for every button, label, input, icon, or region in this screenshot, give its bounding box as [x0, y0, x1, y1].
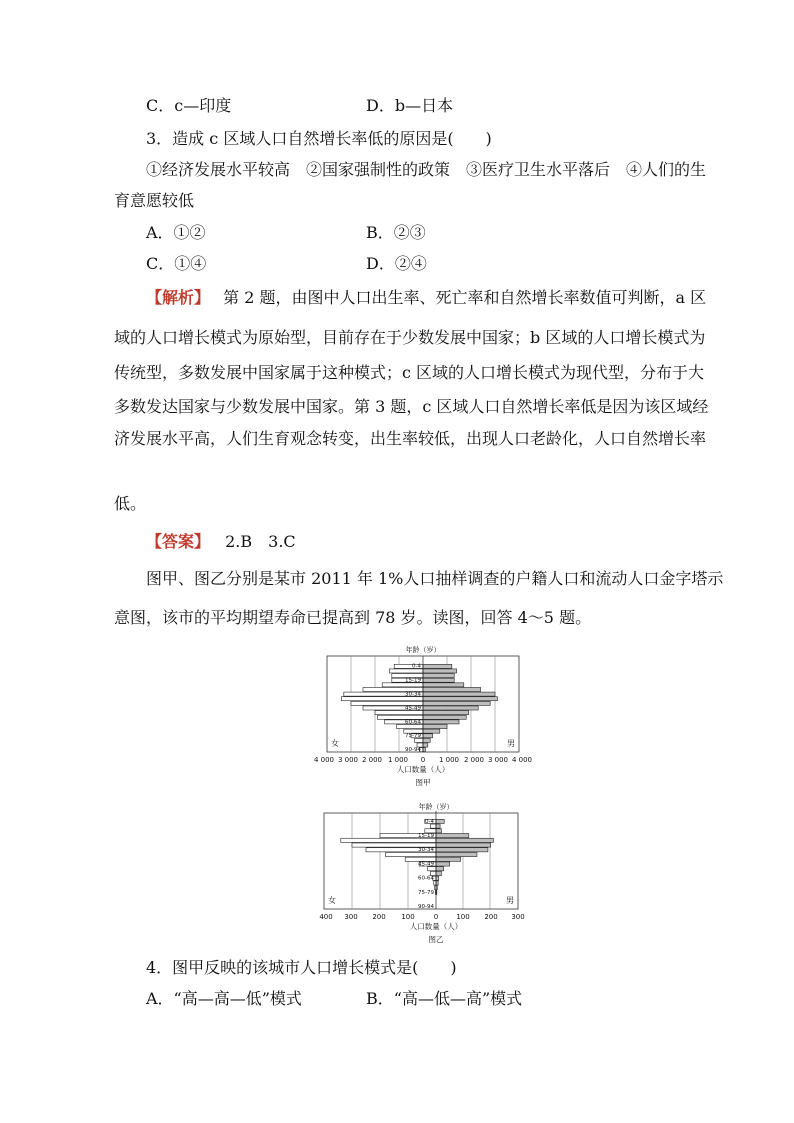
answer-text: 2.B 3.C	[225, 532, 296, 551]
male-bar	[423, 701, 490, 705]
option-b: B．②③	[366, 223, 426, 242]
intro-text: 图甲、图乙分别是某市 2011 年 1%人口抽样调查的户籍人口和流动人口金字塔示	[146, 569, 724, 588]
age-tick-label: 30-34	[418, 847, 434, 854]
male-bar	[423, 734, 433, 738]
male-bar	[436, 824, 440, 828]
male-bar	[423, 748, 425, 752]
answer-line	[146, 531, 296, 553]
male-bar	[423, 706, 478, 710]
male-bar	[436, 838, 493, 842]
analysis-text: 传统型，多数发展中国家属于这种模式；c 区域的人口增长模式为现代型，分布于大	[114, 363, 705, 382]
y-axis-title: 年龄（岁）	[405, 646, 441, 654]
male-bar	[423, 692, 495, 696]
option-a: A．①②	[146, 223, 206, 242]
x-tick-label: 0	[420, 756, 426, 764]
male-bar	[423, 715, 466, 719]
x-tick-label: 300	[344, 913, 358, 921]
x-tick-label: 200	[484, 913, 498, 921]
question-3-stem: 3．造成 c 区域人口自然增长率低的原因是( )	[146, 129, 492, 148]
age-tick-label: 15-19	[418, 833, 434, 839]
chart-caption: 图乙	[428, 935, 444, 944]
analysis-text: 第 2 题，由图中人口出生率、死亡率和自然增长率数值可判断，a 区	[223, 288, 707, 307]
x-tick-label: 400	[319, 913, 333, 921]
age-tick-label: 90-94	[405, 747, 421, 754]
male-bar	[423, 725, 447, 729]
analysis-tag: 【解析】	[146, 288, 211, 307]
male-bar	[436, 829, 441, 833]
male-bar	[423, 738, 430, 742]
x-tick-label: 300	[511, 913, 525, 921]
male-bar	[436, 857, 461, 861]
male-bar	[436, 834, 469, 838]
x-tick-label: 2 000	[361, 756, 383, 764]
male-bar	[436, 852, 477, 856]
male-bar	[436, 871, 441, 875]
answer-tag: 【答案】	[146, 532, 211, 551]
x-tick-label: 1 000	[387, 756, 409, 764]
age-tick-label: 30-34	[405, 691, 421, 698]
analysis-text: 低。	[114, 494, 147, 513]
option-d: D．b—日本	[366, 96, 454, 115]
male-bar	[423, 743, 428, 747]
population-pyramid-jia	[310, 640, 540, 800]
age-tick-label: 60-64	[405, 719, 421, 726]
x-tick-label: 1 000	[438, 756, 460, 764]
male-bar	[423, 711, 469, 715]
population-pyramid-yi	[316, 797, 532, 952]
male-label: 男	[507, 739, 515, 748]
x-axis-title: 人口数量（人）	[396, 765, 450, 774]
x-tick-label: 4 000	[511, 756, 533, 764]
x-tick-label: 3 000	[487, 756, 509, 764]
y-axis-title: 年龄（岁）	[418, 803, 454, 811]
question-3-items: ①经济发展水平较高 ②国家强制性的政策 ③医疗卫生水平落后 ④人们的生	[146, 160, 707, 179]
age-tick-label: 15-19	[405, 677, 421, 684]
male-bar	[423, 687, 481, 691]
male-bar	[436, 867, 444, 871]
x-tick-label: 200	[372, 913, 386, 921]
male-bar	[423, 669, 457, 673]
chart-caption: 图甲	[415, 778, 431, 787]
female-label: 女	[328, 896, 336, 905]
age-tick-label: 0-4	[412, 663, 421, 670]
analysis-text: 多数发达国家与少数发展中国家。第 3 题，c 区域人口自然增长率低是因为该区域经	[114, 397, 709, 416]
age-tick-label: 0-4	[425, 818, 434, 825]
male-bar	[423, 674, 454, 678]
x-axis-title: 人口数量（人）	[409, 922, 463, 931]
male-bar	[436, 848, 488, 852]
age-tick-label: 45-49	[418, 861, 434, 868]
option-b: B．“高—低—高”模式	[366, 989, 523, 1008]
question-3-items-cont: 育意愿较低	[114, 191, 195, 210]
male-bar	[423, 678, 454, 682]
x-tick-label: 3 000	[337, 756, 359, 764]
x-tick-label: 100	[456, 913, 470, 921]
option-c: C．c—印度	[146, 96, 232, 115]
male-bar	[436, 843, 491, 847]
male-bar	[423, 664, 452, 668]
x-tick-label: 100	[401, 913, 415, 921]
x-tick-label: 4 000	[313, 756, 335, 764]
male-bar	[423, 729, 440, 733]
male-bar	[423, 683, 464, 687]
male-label: 男	[506, 896, 514, 905]
age-tick-label: 90-94	[418, 904, 434, 911]
male-bar	[423, 720, 459, 724]
age-tick-label: 75-79	[405, 733, 421, 740]
age-tick-label: 75-79	[418, 889, 434, 896]
option-d: D．②④	[366, 254, 427, 273]
male-bar	[436, 876, 439, 880]
question-4-stem: 4．图甲反映的该城市人口增长模式是( )	[146, 958, 457, 977]
male-bar	[436, 819, 444, 823]
analysis-text: 济发展水平高，人们生育观念转变，出生率较低，出现人口老龄化，人口自然增长率	[114, 429, 707, 448]
female-label: 女	[331, 739, 339, 748]
analysis-text: 域的人口增长模式为原始型，目前存在于少数发展中国家；b 区域的人口增长模式为	[114, 328, 706, 347]
male-bar	[423, 697, 497, 701]
option-c: C．①④	[146, 254, 207, 273]
x-tick-label: 2 000	[463, 756, 485, 764]
age-tick-label: 45-49	[405, 705, 421, 712]
x-tick-label: 0	[433, 913, 439, 921]
male-bar	[436, 862, 450, 866]
option-a: A．“高—高—低”模式	[146, 989, 302, 1008]
age-tick-label: 60-64	[418, 875, 434, 882]
intro-text: 意图，该市的平均期望寿命已提高到 78 岁。读图，回答 4～5 题。	[114, 608, 592, 627]
